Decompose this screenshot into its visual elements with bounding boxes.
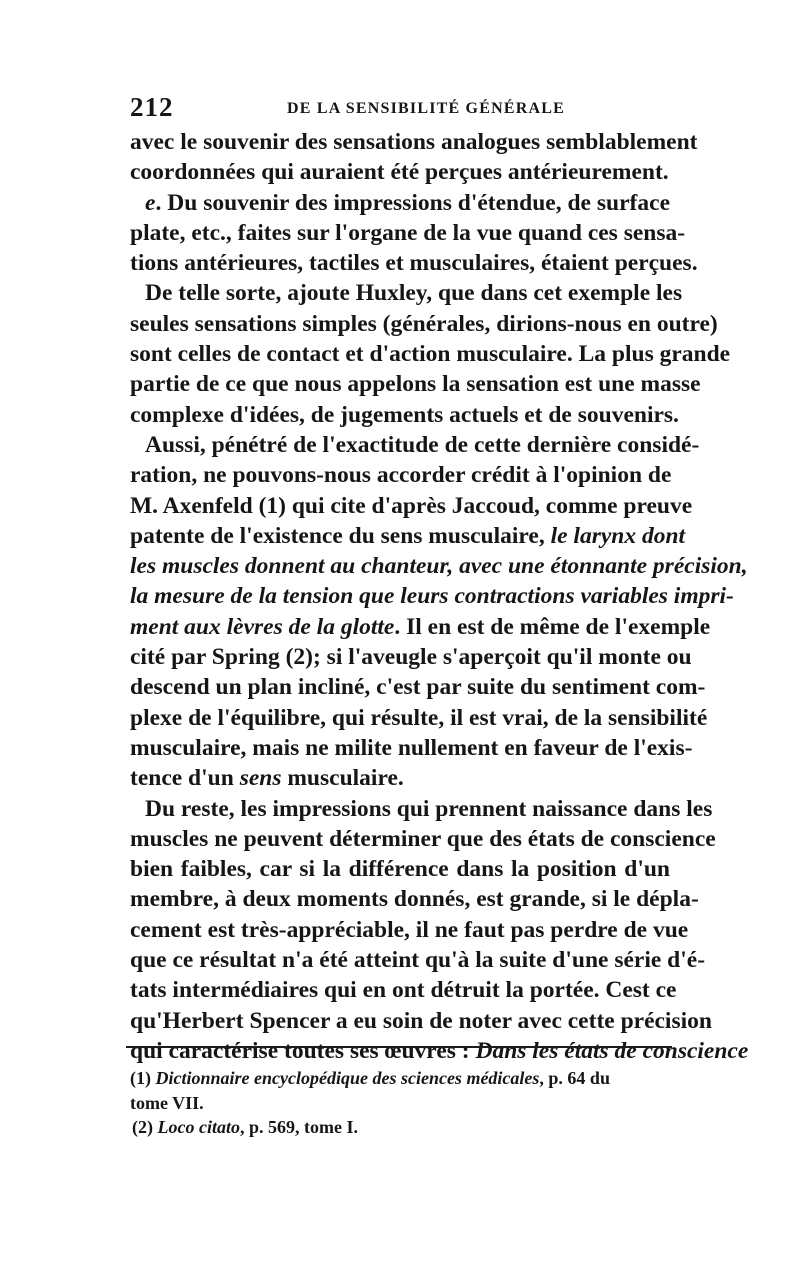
text-line	[130, 248, 698, 278]
text-run: bien faibles, car si la différence dans la position d'un	[130, 856, 670, 883]
text-line	[130, 824, 716, 854]
page-header	[130, 92, 670, 122]
footnote-line	[130, 1091, 670, 1116]
text-line	[130, 400, 679, 430]
text-line	[130, 975, 677, 1005]
text-line	[130, 188, 670, 218]
footnote-line	[130, 1115, 670, 1140]
text-line	[130, 278, 683, 308]
text-run: (1)	[130, 1068, 156, 1088]
italic-text: e	[145, 189, 156, 216]
italic-text: Loco citato	[157, 1117, 240, 1137]
text-run: qui caractérise toutes ses œuvres :	[130, 1037, 476, 1064]
text-line	[130, 733, 693, 763]
text-line	[130, 1006, 712, 1036]
text-run: avec le souvenir des sensations analogues semblablement	[130, 129, 698, 155]
text-run: seules sensations simples (générales, dirions-nous en outre)	[130, 310, 718, 337]
text-line	[130, 127, 698, 157]
text-run: Aussi, pénétré de l'exactitude de cette dernière considé-	[145, 431, 700, 458]
text-line	[130, 491, 693, 521]
text-run: coordonnées qui auraient été perçues antérieurement.	[130, 159, 669, 186]
text-run: que ce résultat n'a été atteint qu'à la suite d'une série d'é-	[130, 947, 706, 974]
text-run: musculaire, mais ne milite nullement en faveur de l'exis-	[130, 734, 693, 761]
text-line	[130, 369, 701, 399]
text-line	[130, 460, 670, 490]
text-line	[130, 218, 686, 248]
italic-text: la mesure de la tension que leurs contractions variables impri-	[130, 583, 734, 610]
text-run: tome VII.	[130, 1092, 204, 1113]
text-run: De telle sorte, ajoute Huxley, que dans cet exemple les	[145, 280, 683, 307]
text-run: plexe de l'équilibre, qui résulte, il est vrai, de la sensibilité	[130, 704, 708, 731]
text-run: partie de ce que nous appelons la sensation est une masse	[130, 371, 701, 398]
text-line	[130, 854, 670, 884]
italic-text: Dans les états de conscience	[475, 1037, 749, 1064]
italic-text: sens	[239, 765, 282, 792]
text-run: descend un plan incliné, c'est par suite du sentiment com-	[130, 674, 706, 701]
italic-text: le larynx dont	[550, 522, 686, 549]
text-run: patente de l'existence du sens musculaire,	[130, 522, 551, 549]
running-title: DE LA SENSIBILITÉ GÉNÉRALE	[287, 100, 565, 117]
text-line	[130, 763, 670, 793]
text-run: plate, etc., faites sur l'organe de la vue quand ces sensa-	[130, 219, 686, 246]
text-run: Du reste, les impressions qui prennent naissance dans les	[145, 795, 713, 822]
footnote-divider	[126, 1046, 672, 1048]
italic-text: Dictionnaire encyclopédique des sciences médicales	[155, 1068, 540, 1088]
text-run: qu'Herbert Spencer a eu soin de noter avec cette précision	[130, 1007, 712, 1034]
text-line	[130, 521, 686, 551]
text-line	[130, 884, 699, 914]
text-line	[130, 642, 692, 672]
footnote-line	[130, 1066, 670, 1091]
body-text	[130, 127, 749, 1066]
text-line	[130, 915, 689, 945]
text-run: cement est très-appréciable, il ne faut pas perdre de vue	[130, 916, 689, 943]
text-run: M. Axenfeld (1) qui cite d'après Jaccoud, comme preuve	[130, 492, 693, 519]
text-run: . Il en est de même de l'exemple	[394, 613, 711, 640]
text-run: musculaire.	[281, 765, 404, 792]
page-number: 212	[130, 92, 174, 122]
text-line	[130, 430, 700, 460]
text-line	[130, 703, 708, 733]
text-run: , p. 64 du	[539, 1068, 610, 1088]
text-run: membre, à deux moments donnés, est grande, si le dépla-	[130, 886, 699, 913]
text-line	[130, 157, 670, 187]
text-run: . Du souvenir des impressions d'étendue, de surface	[155, 189, 670, 216]
text-run: tats intermédiaires qui en ont détruit la portée. Cest ce	[130, 977, 677, 1004]
text-line	[130, 612, 711, 642]
text-line	[130, 551, 748, 581]
text-line	[130, 1036, 749, 1066]
text-line	[130, 945, 706, 975]
text-run: tions antérieures, tactiles et musculaires, étaient perçues.	[130, 250, 698, 277]
italic-text: les muscles donnent au chanteur, avec une étonnante précision,	[130, 553, 748, 580]
text-run: ration, ne pouvons-nous accorder crédit à l'opinion de	[130, 462, 672, 489]
text-run: complexe d'idées, de jugements actuels et de souvenirs.	[130, 401, 679, 428]
text-run: tence d'un	[130, 765, 240, 792]
text-line	[130, 672, 706, 702]
text-run: sont celles de contact et d'action musculaire. La plus grande	[130, 341, 731, 368]
text-line	[130, 309, 718, 339]
text-line	[130, 581, 734, 611]
italic-text: ment aux lèvres de la glotte	[130, 613, 395, 640]
text-line	[130, 794, 713, 824]
text-run: (2)	[132, 1117, 158, 1137]
text-run: cité par Spring (2); si l'aveugle s'aperçoit qu'il monte ou	[130, 644, 692, 671]
text-run: , p. 569, tome I.	[239, 1117, 358, 1137]
text-line	[130, 339, 731, 369]
text-run: muscles ne peuvent déterminer que des états de conscience	[130, 825, 716, 852]
footnotes	[130, 1066, 670, 1140]
